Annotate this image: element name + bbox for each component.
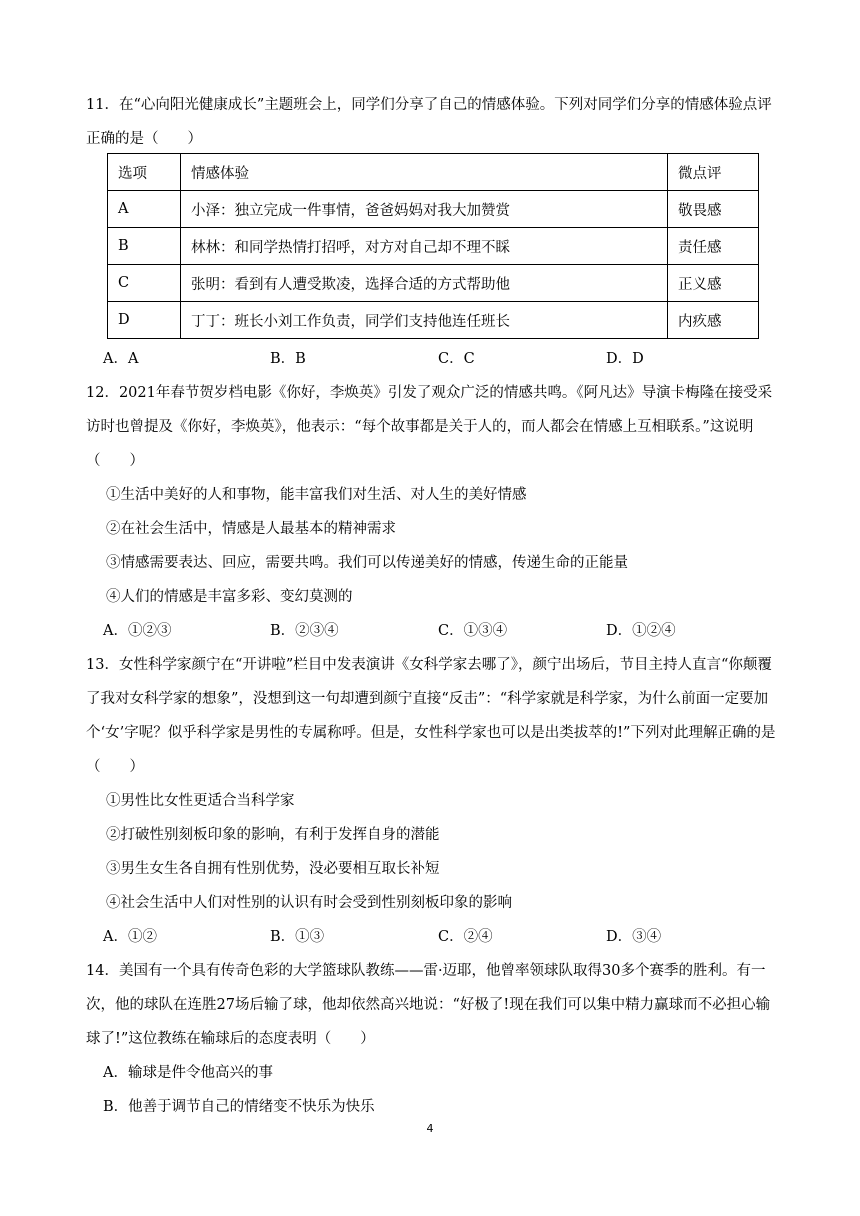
statement-3: ③男生女生各自拥有性别优势，没必要相互取长补短 [106,861,440,877]
statement-4: ④人们的情感是丰富多彩、变幻莫测的 [106,589,353,605]
answer-option-b: B．②③④ [270,623,339,639]
table-header-row [108,154,759,191]
table-cell: C [108,265,181,302]
table-header-cell: 选项 [108,154,181,191]
table-row [108,191,759,228]
answer-option-a: A．输球是件令他高兴的事 [103,1065,273,1081]
question-11-table [107,153,759,339]
statement-4: ④社会生活中人们对性别的认识有时会受到性别刻板印象的影响 [106,895,512,911]
answer-option-a: A．A [103,351,139,367]
table-cell: 丁丁：班长小刘工作负责，同学们支持他连任班长 [181,302,668,339]
table-row [108,228,759,265]
answer-option-d: D．③④ [606,929,662,945]
table-row [108,265,759,302]
table-cell: D [108,302,181,339]
answer-option-c: C．②④ [438,929,493,945]
answer-option-b: B．B [270,351,306,367]
table-cell: 内疚感 [668,302,759,339]
page-number: 4 [426,1122,434,1135]
answer-option-d: D．D [606,351,644,367]
answer-option-a: A．①② [103,929,157,945]
statement-3: ③情感需要表达、回应，需要共鸣。我们可以传递美好的情感，传递生命的正能量 [106,555,628,571]
table-cell: 正义感 [668,265,759,302]
table-cell: 责任感 [668,228,759,265]
statement-1: ①生活中美好的人和事物，能丰富我们对生活、对人生的美好情感 [106,487,527,503]
table-cell: A [108,191,181,228]
answer-option-b: B．①③ [270,929,325,945]
table-cell: 小泽：独立完成一件事情，爸爸妈妈对我大加赞赏 [181,191,668,228]
answer-option-b: B．他善于调节自己的情绪变不快乐为快乐 [103,1099,375,1115]
statement-2: ②打破性别刻板印象的影响，有利于发挥自身的潜能 [106,827,440,843]
answer-option-a: A．①②③ [103,623,172,639]
table-cell: 敬畏感 [668,191,759,228]
table-row [108,302,759,339]
question-12-stem: 12．2021年春节贺岁档电影《你好，李焕英》引发了观众广泛的情感共鸣。《阿凡达》导演卡梅隆在接受采访时也曾提及《你好，李焕英》，他表示：“每个故事都是关于人的，而人都会在情感上互相联系。”这说明（ ） [86,385,773,469]
statement-1: ①男性比女性更适合当科学家 [106,793,295,809]
table-cell: 张明：看到有人遭受欺凌，选择合适的方式帮助他 [181,265,668,302]
table-cell: B [108,228,181,265]
answer-option-c: C．C [438,351,475,367]
table-header-cell: 微点评 [668,154,759,191]
table-header-cell: 情感体验 [181,154,668,191]
statement-2: ②在社会生活中，情感是人最基本的精神需求 [106,521,396,537]
table-cell: 林林：和同学热情打招呼，对方对自己却不理不睬 [181,228,668,265]
answer-option-c: C．①③④ [438,623,508,639]
question-11-stem: 11．在“心向阳光健康成长”主题班会上，同学们分享了自己的情感体验。下列对同学们分享的情感体验点评正确的是（ ） [86,97,772,147]
question-12-answers [103,614,783,648]
question-13-stem: 13．女性科学家颜宁在“开讲啦”栏目中发表演讲《女科学家去哪了》，颜宁出场后，节目主持人直言“你颠覆了我对女科学家的想象”，没想到这一句却遭到颜宁直接“反击”：“科学家就是科学家，为什么前面一定要加个‘女’字呢？似乎科学家是男性的专属称呼。但是，女性科学家也可以是出类拔萃的!”下列对此理解正确的是（ ） [86,657,776,775]
question-11-answers [103,342,783,376]
question-13-answers [103,920,783,954]
question-14-stem: 14．美国有一个具有传奇色彩的大学篮球队教练——雷·迈耶，他曾率领球队取得30多个赛季的胜利。有一次，他的球队在连胜27场后输了球，他却依然高兴地说：“好极了!现在我们可以集中精力赢球而不必担心输球了!”这位教练在输球后的态度表明（ ） [86,963,771,1047]
answer-option-d: D．①②④ [606,623,676,639]
